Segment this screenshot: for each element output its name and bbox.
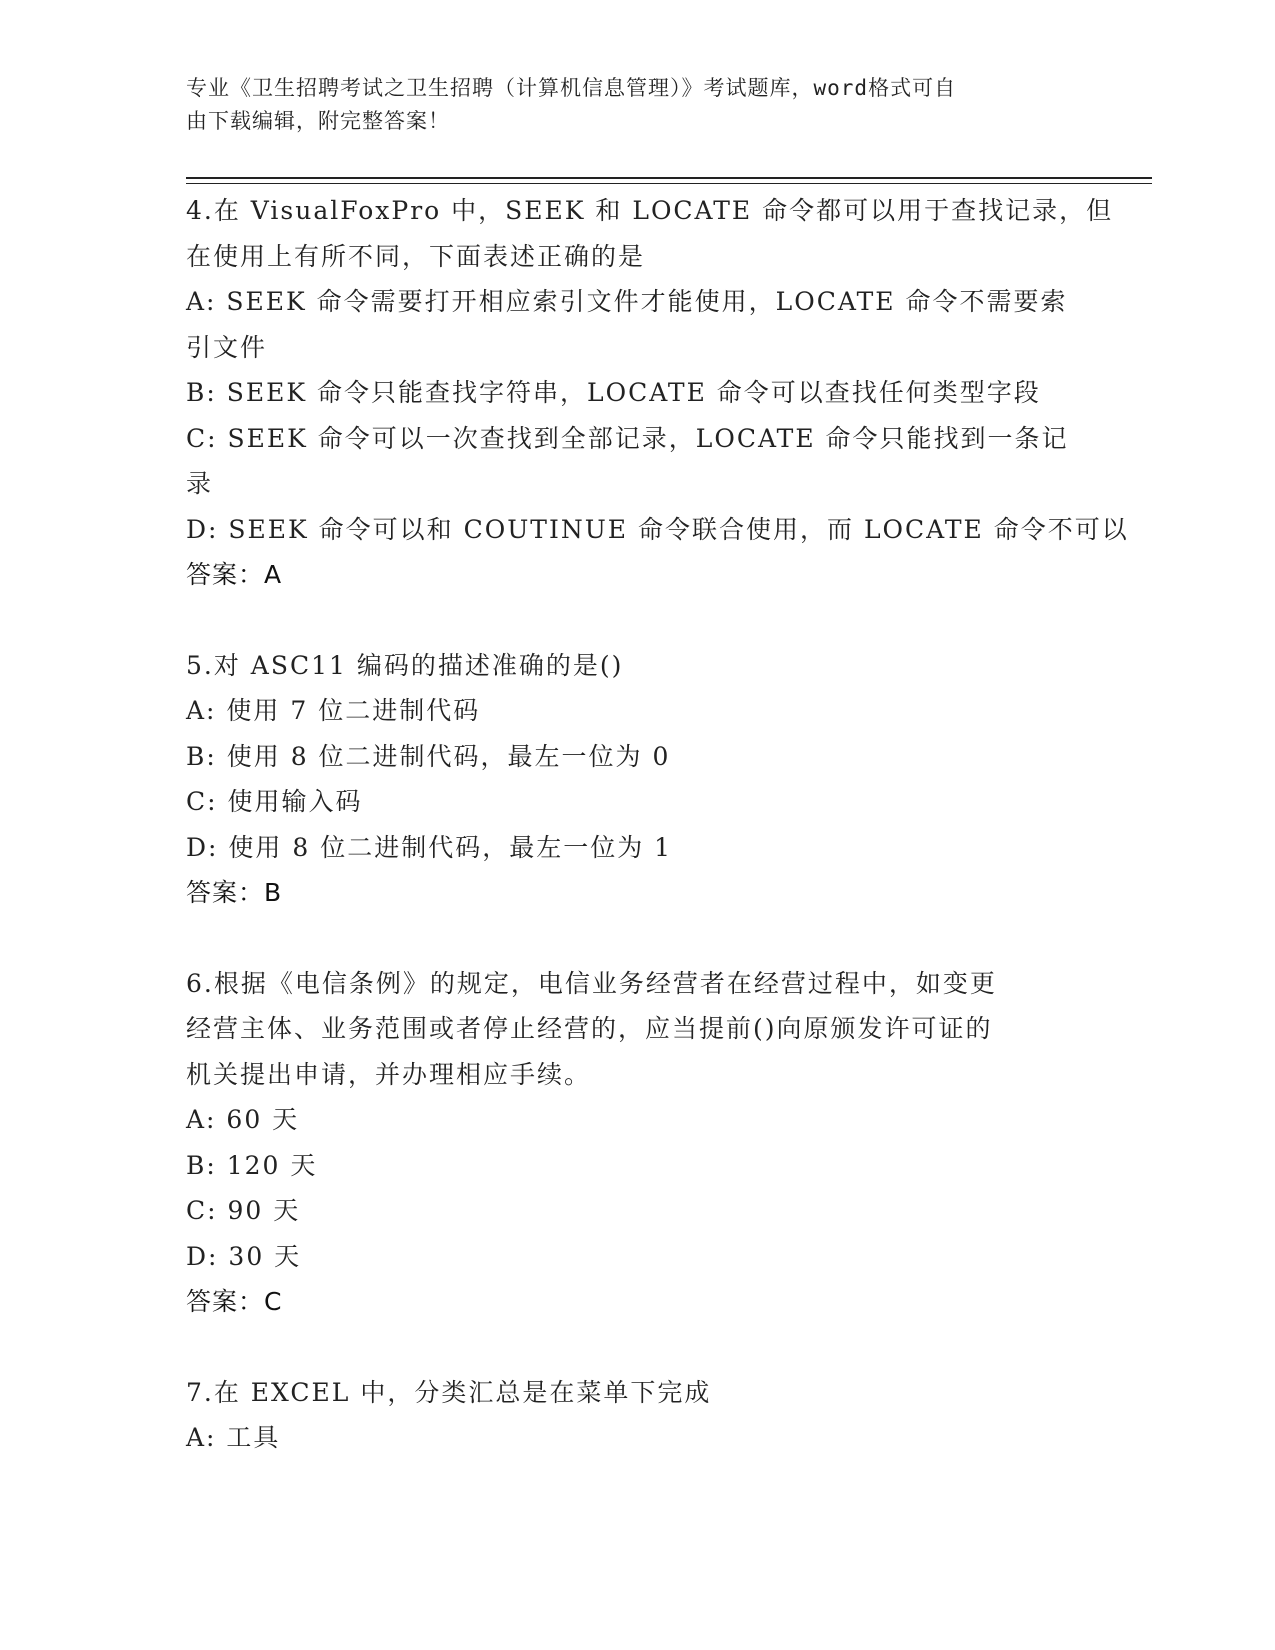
question-list — [186, 188, 1129, 1461]
option-d: D: SEEK 命令可以和 COUTINUE 命令联合使用，而 LOCATE 命令不可以 — [186, 514, 1129, 544]
header-line-2: 由下载编辑，附完整答案！ — [186, 109, 450, 133]
option-c: C: 使用输入码 — [186, 787, 363, 816]
option-a: A: SEEK 命令需要打开相应索引文件才能使用，LOCATE 命令不需要索 — [186, 287, 1068, 316]
question-stem-line: 机关提出申请，并办理相应手续。 — [186, 1059, 592, 1089]
header-rule-thick — [186, 177, 1152, 179]
option-b: B: 使用 8 位二进制代码，最左一位为 0 — [186, 741, 671, 771]
question-block — [186, 643, 1066, 916]
option-c-continuation: 录 — [186, 469, 214, 498]
question-stem-line: 7.在 EXCEL 中，分类汇总是在菜单下完成 — [186, 1377, 712, 1407]
question-gap — [186, 598, 1066, 643]
option-d: D: 使用 8 位二进制代码，最左一位为 1 — [186, 832, 673, 862]
option-b: B: 120 天 — [186, 1150, 318, 1180]
option-a: A: 60 天 — [186, 1105, 300, 1134]
option-d: D: 30 天 — [186, 1241, 302, 1271]
header-rule-thin — [186, 183, 1152, 184]
question-stem-line: 6.根据《电信条例》的规定，电信业务经营者在经营过程中，如变更 — [186, 968, 997, 998]
question-stem-line: 5.对 ASC11 编码的描述准确的是() — [186, 650, 624, 680]
answer-line: 答案：A — [186, 560, 283, 589]
document-header — [186, 72, 1066, 138]
option-a-continuation: 引文件 — [186, 332, 268, 362]
option-b: B: SEEK 命令只能查找字符串，LOCATE 命令可以查找任何类型字段 — [186, 378, 1041, 407]
option-c: C: 90 天 — [186, 1196, 301, 1225]
question-block — [186, 1370, 1066, 1461]
question-block — [186, 188, 1129, 598]
question-block — [186, 961, 1066, 1325]
question-gap — [186, 1325, 1066, 1370]
option-c: C: SEEK 命令可以一次查找到全部记录，LOCATE 命令只能找到一条记 — [186, 423, 1069, 453]
option-a: A: 使用 7 位二进制代码 — [186, 696, 481, 725]
answer-line: 答案：B — [186, 878, 283, 907]
answer-line: 答案：C — [186, 1287, 283, 1316]
question-stem-line: 在使用上有所不同，下面表述正确的是 — [186, 241, 646, 271]
question-stem-line: 经营主体、业务范围或者停止经营的，应当提前()向原颁发许可证的 — [186, 1014, 993, 1043]
question-stem-line: 4.在 VisualFoxPro 中，SEEK 和 LOCATE 命令都可以用于查找记录，但 — [186, 196, 1114, 225]
question-gap — [186, 916, 1066, 961]
option-a: A: 工具 — [186, 1423, 281, 1452]
header-line-1: 专业《卫生招聘考试之卫生招聘（计算机信息管理）》考试题库，word格式可自 — [186, 76, 957, 100]
